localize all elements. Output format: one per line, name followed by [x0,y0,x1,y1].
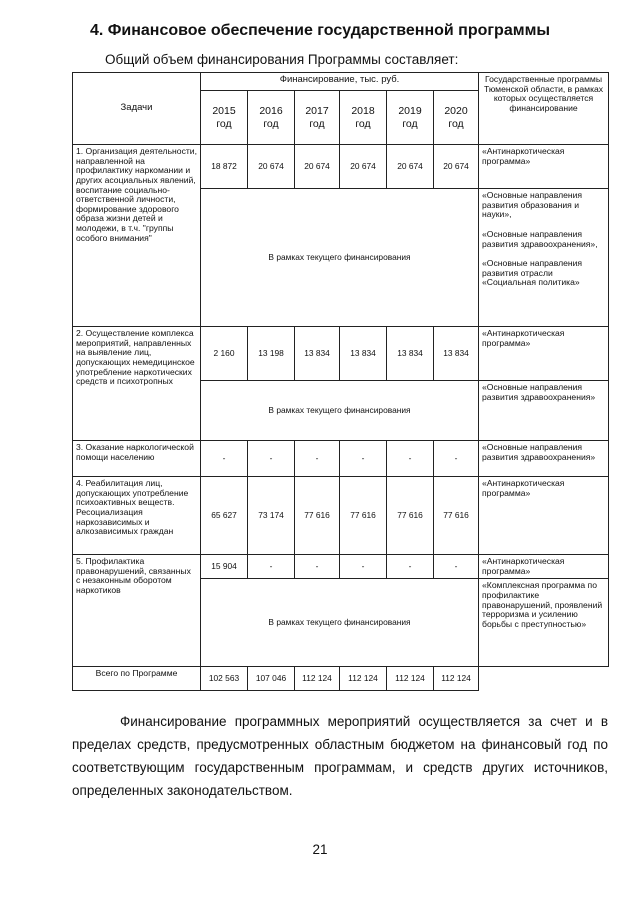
value-cell: 77 616 [387,477,434,555]
value-cell: 2 160 [201,327,248,381]
value-cell: - [387,555,434,579]
section-title: 4. Финансовое обеспечение государственной программы [89,22,551,39]
total-cell: 112 124 [387,667,434,691]
value-cell: 15 904 [201,555,248,579]
total-cell: 112 124 [434,667,479,691]
value-cell: 65 627 [201,477,248,555]
program-cell: «Комплексная программа по профилактике правонарушений, проявлений терроризма и усилению борьбы с преступностью» [479,579,609,667]
total-label: Всего по Программе [73,667,201,691]
value-cell: 77 616 [295,477,340,555]
year-2020: 2020 год [434,91,479,145]
value-cell: - [434,555,479,579]
value-cell: - [340,441,387,477]
value-cell: 13 834 [340,327,387,381]
body-paragraph: Финансирование программных мероприятий осуществляется за счет и в пределах средств, предусмотренных областным бюджетом на финансовый год по соответствующим государственным программам, и средств других источников, определенных законодательством. [72,714,608,798]
current-funding-note: В рамках текущего финансирования [201,579,479,667]
year-2016: 2016 год [248,91,295,145]
total-cell: 112 124 [295,667,340,691]
task-3: 3. Оказание наркологической помощи населению [73,441,201,477]
value-cell: 13 834 [295,327,340,381]
value-cell: - [387,441,434,477]
subtitle: Общий объем финансирования Программы составляет: [105,52,459,67]
program-cell: «Основные направления развития здравоохранения» [479,381,609,441]
header-programs: Государственные программы Тюменской области, в рамках которых осуществляется финансирование [479,73,609,145]
value-cell: - [295,441,340,477]
value-cell: 13 834 [434,327,479,381]
current-funding-note: В рамках текущего финансирования [201,189,479,327]
value-cell: - [295,555,340,579]
header-funding: Финансирование, тыс. руб. [201,73,479,91]
header-tasks: Задачи [73,73,201,145]
program-cell [479,189,609,327]
year-2019: 2019 год [387,91,434,145]
value-cell: - [248,555,295,579]
value-cell: 20 674 [434,145,479,189]
value-cell: 13 834 [387,327,434,381]
program-item: «Основные направления развития образования и науки», [482,190,583,220]
year-2018: 2018 год [340,91,387,145]
task-1: 1. Организация деятельности, направленной на профилактику наркомании и других асоциальных явлений, воспитание социально-ответственной личности, формирование здорового образа жизни детей и молодежи, в т.ч. "группы особого внимания" [73,145,201,327]
program-item: «Основные направления развития здравоохранения», [482,228,598,249]
program-cell: «Антинаркотическая программа» [479,145,609,189]
total-cell: 112 124 [340,667,387,691]
program-cell: «Антинаркотическая программа» [479,477,609,555]
year-2017: 2017 год [295,91,340,145]
value-cell: 77 616 [434,477,479,555]
value-cell: - [248,441,295,477]
value-cell: 13 198 [248,327,295,381]
value-cell: 73 174 [248,477,295,555]
value-cell: 20 674 [295,145,340,189]
program-item: «Основные направления развития отрасли «Социальная политика» [482,258,583,288]
task-5: 5. Профилактика правонарушений, связанных с незаконным оборотом наркотиков [73,555,201,667]
value-cell: 20 674 [387,145,434,189]
year-2015: 2015 год [201,91,248,145]
task-2: 2. Осуществление комплекса мероприятий, направленных на выявление лиц, допускающих немедицинское употребление наркотических средств и психотропных [73,327,201,441]
value-cell: 77 616 [340,477,387,555]
current-funding-note: В рамках текущего финансирования [201,381,479,441]
task-4: 4. Реабилитация лиц, допускающих употребление психоактивных веществ. Ресоциализация наркозависимых и алкозависимых граждан [73,477,201,555]
value-cell: - [340,555,387,579]
program-cell: «Антинаркотическая программа» [479,555,609,579]
program-cell: «Антинаркотическая программа» [479,327,609,381]
program-cell: «Основные направления развития здравоохранения» [479,441,609,477]
value-cell: 18 872 [201,145,248,189]
empty-cell [479,667,609,691]
value-cell: - [201,441,248,477]
total-cell: 107 046 [248,667,295,691]
page-number: 21 [312,842,328,857]
value-cell: 20 674 [248,145,295,189]
financing-table [72,72,609,691]
value-cell: - [434,441,479,477]
total-cell: 102 563 [201,667,248,691]
value-cell: 20 674 [340,145,387,189]
